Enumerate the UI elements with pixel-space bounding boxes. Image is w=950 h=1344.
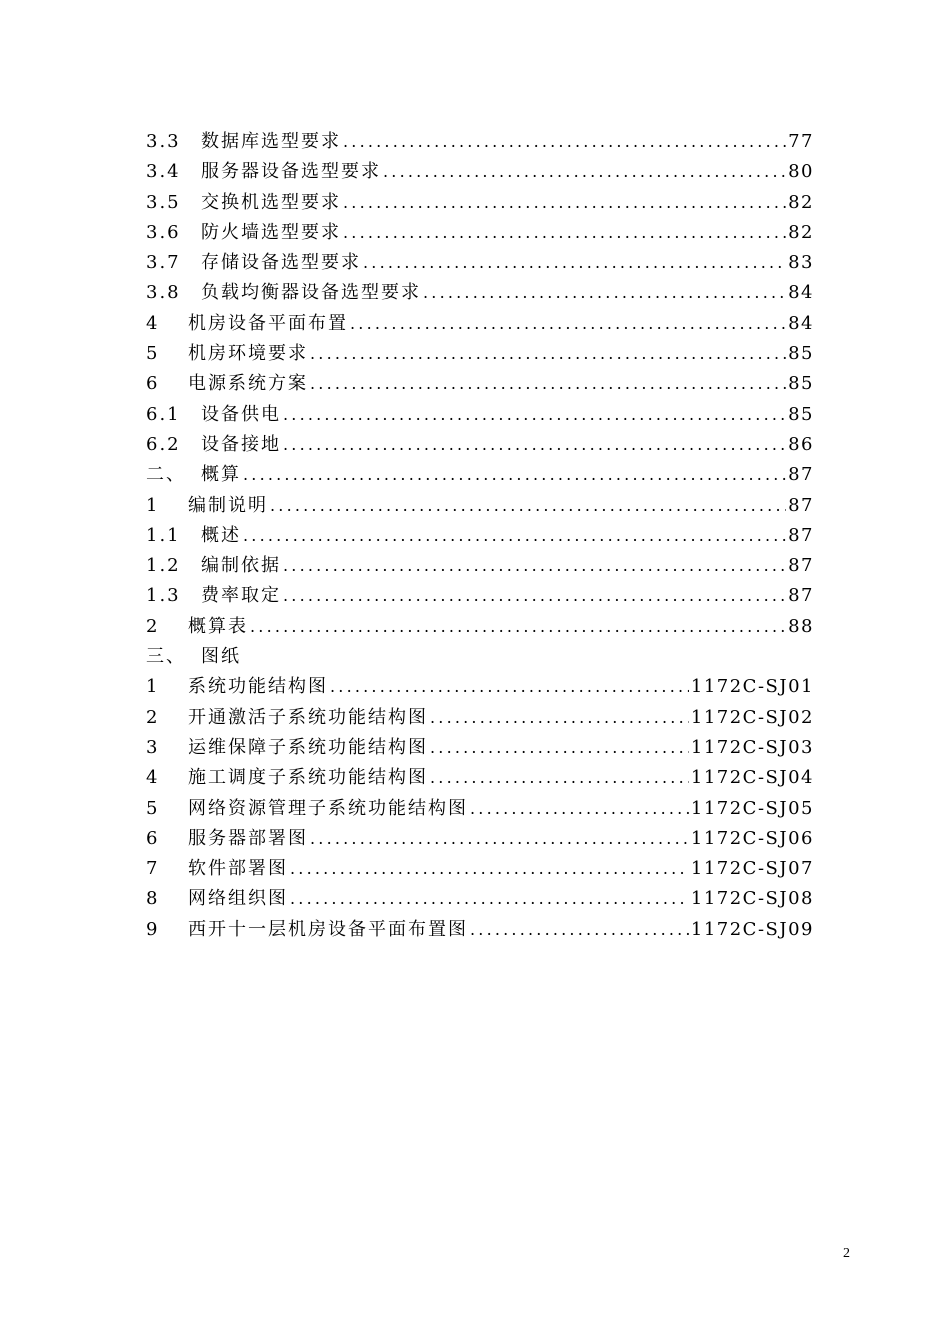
toc-entry-title: 设备接地	[201, 433, 281, 455]
table-of-contents	[146, 127, 814, 945]
toc-entry-number: 6	[146, 373, 160, 395]
toc-entry-title: 数据库选型要求	[201, 131, 341, 152]
toc-entry-number: 5	[146, 797, 160, 819]
toc-entry-number: 1.2	[146, 555, 181, 577]
toc-entry[interactable]	[146, 188, 814, 218]
toc-entry-page: 84	[788, 282, 814, 304]
toc-entry-title: 交换机选型要求	[201, 191, 341, 213]
toc-entry[interactable]	[146, 491, 814, 521]
toc-entry-page: 87	[788, 524, 814, 546]
toc-entry-title: 负载均衡器设备选型要求	[201, 282, 421, 304]
toc-dot-leader	[243, 521, 786, 551]
toc-entry-number: 6	[146, 827, 160, 849]
toc-entry-page: 85	[788, 403, 814, 425]
toc-entry-title: 机房环境要求	[188, 343, 308, 365]
toc-entry[interactable]	[146, 581, 814, 611]
toc-dot-leader	[330, 672, 689, 702]
toc-dot-leader	[250, 612, 786, 642]
toc-entry[interactable]	[146, 460, 814, 490]
toc-entry-page: 80	[788, 161, 814, 183]
toc-entry[interactable]	[146, 672, 814, 702]
toc-entry-page: 1172C-SJ08	[690, 888, 814, 910]
toc-entry-number: 4	[146, 767, 160, 789]
toc-entry-title: 运维保障子系统功能结构图	[188, 736, 428, 758]
toc-entry-number: 三、	[146, 646, 186, 668]
toc-entry-page: 1172C-SJ09	[690, 918, 814, 940]
toc-entry-number: 1	[146, 676, 160, 698]
toc-entry-number: 3.6	[146, 221, 181, 243]
toc-dot-leader	[283, 400, 786, 430]
toc-dot-leader	[423, 278, 786, 308]
toc-entry-title: 电源系统方案	[188, 373, 308, 395]
toc-entry[interactable]	[146, 915, 814, 945]
toc-entry-number: 7	[146, 858, 160, 880]
toc-entry[interactable]	[146, 824, 814, 854]
toc-entry[interactable]	[146, 642, 814, 672]
page-number: 2	[843, 1246, 850, 1261]
toc-entry-page: 1172C-SJ07	[690, 858, 814, 880]
toc-entry-page: 82	[788, 221, 814, 243]
toc-entry-title: 防火墙选型要求	[201, 221, 341, 243]
toc-entry-page: 87	[788, 585, 814, 607]
toc-entry[interactable]	[146, 339, 814, 369]
toc-entry-title: 设备供电	[201, 403, 281, 425]
toc-dot-leader	[343, 218, 786, 248]
toc-entry-number: 9	[146, 918, 160, 940]
toc-entry-page: 1172C-SJ01	[690, 676, 814, 698]
toc-entry[interactable]	[146, 733, 814, 763]
toc-entry-number: 3.5	[146, 191, 181, 213]
toc-entry-number: 1.1	[146, 524, 181, 546]
toc-entry-title: 服务器设备选型要求	[201, 161, 381, 183]
toc-entry-page: 85	[788, 373, 814, 395]
toc-entry-page: 1172C-SJ05	[690, 797, 814, 819]
toc-entry-title: 编制说明	[188, 494, 268, 516]
toc-dot-leader	[383, 157, 786, 187]
toc-dot-leader	[430, 763, 689, 793]
toc-entry[interactable]	[146, 763, 814, 793]
toc-entry-page: 85	[788, 343, 814, 365]
toc-entry-page: 1172C-SJ04	[690, 767, 814, 789]
toc-entry-page: 88	[788, 615, 814, 637]
toc-entry-number: 6.2	[146, 433, 181, 455]
toc-entry-number: 3.4	[146, 161, 181, 183]
toc-entry-number: 4	[146, 312, 160, 334]
toc-entry-page: 87	[788, 464, 814, 486]
toc-dot-leader	[283, 430, 786, 460]
toc-entry-title: 概算	[201, 464, 241, 486]
toc-entry-number: 3.3	[146, 131, 181, 152]
toc-dot-leader	[363, 248, 786, 278]
toc-entry-title: 施工调度子系统功能结构图	[188, 767, 428, 789]
toc-entry-title: 开通激活子系统功能结构图	[188, 706, 428, 728]
toc-entry-number: 2	[146, 615, 160, 637]
toc-entry[interactable]	[146, 854, 814, 884]
toc-entry-page: 86	[788, 433, 814, 455]
toc-entry-number: 二、	[146, 464, 186, 486]
toc-entry-title: 服务器部署图	[188, 827, 308, 849]
toc-entry-title: 机房设备平面布置	[188, 312, 348, 334]
toc-entry[interactable]	[146, 884, 814, 914]
toc-entry[interactable]	[146, 248, 814, 278]
toc-entry-page: 83	[788, 252, 814, 274]
toc-dot-leader	[430, 703, 689, 733]
toc-entry[interactable]	[146, 278, 814, 308]
toc-entry-page: 84	[788, 312, 814, 334]
toc-entry-title: 网络资源管理子系统功能结构图	[188, 797, 468, 819]
toc-entry-title: 费率取定	[201, 585, 281, 607]
toc-entry[interactable]	[146, 127, 814, 157]
toc-entry[interactable]	[146, 369, 814, 399]
toc-dot-leader	[243, 460, 786, 490]
toc-entry-title: 概述	[201, 524, 241, 546]
toc-dot-leader	[283, 551, 786, 581]
toc-entry-number: 6.1	[146, 403, 181, 425]
toc-entry[interactable]	[146, 521, 814, 551]
toc-entry-page: 82	[788, 191, 814, 213]
toc-entry-number: 3.7	[146, 252, 181, 274]
toc-entry[interactable]	[146, 400, 814, 430]
toc-dot-leader	[283, 581, 786, 611]
toc-dot-leader	[343, 127, 786, 157]
toc-dot-leader	[290, 854, 689, 884]
toc-entry[interactable]	[146, 430, 814, 460]
toc-entry-title: 软件部署图	[188, 858, 288, 880]
toc-dot-leader	[470, 915, 689, 945]
toc-entry[interactable]	[146, 218, 814, 248]
toc-entry-page: 87	[788, 494, 814, 516]
toc-entry[interactable]	[146, 309, 814, 339]
toc-entry-number: 5	[146, 343, 160, 365]
toc-dot-leader	[310, 339, 786, 369]
toc-dot-leader	[430, 733, 689, 763]
toc-entry[interactable]	[146, 551, 814, 581]
toc-entry[interactable]	[146, 794, 814, 824]
toc-entry[interactable]	[146, 612, 814, 642]
toc-entry-title: 系统功能结构图	[188, 676, 328, 698]
toc-entry-page: 77	[788, 131, 814, 152]
toc-dot-leader	[470, 794, 689, 824]
toc-entry-number: 8	[146, 888, 160, 910]
toc-entry-title: 网络组织图	[188, 888, 288, 910]
toc-entry-page: 1172C-SJ02	[690, 706, 814, 728]
toc-entry-page: 1172C-SJ06	[690, 827, 814, 849]
toc-dot-leader	[270, 491, 786, 521]
toc-dot-leader	[290, 884, 689, 914]
toc-entry-number: 1.3	[146, 585, 181, 607]
toc-entry-title: 西开十一层机房设备平面布置图	[188, 918, 468, 940]
toc-dot-leader	[350, 309, 786, 339]
toc-dot-leader	[310, 824, 689, 854]
toc-entry-title: 存储设备选型要求	[201, 252, 361, 274]
toc-entry-number: 2	[146, 706, 160, 728]
toc-dot-leader	[310, 369, 786, 399]
toc-entry[interactable]	[146, 703, 814, 733]
toc-entry-title: 图纸	[201, 646, 241, 668]
toc-entry[interactable]	[146, 157, 814, 187]
toc-entry-number: 3	[146, 736, 160, 758]
toc-entry-number: 1	[146, 494, 160, 516]
toc-entry-page: 1172C-SJ03	[690, 736, 814, 758]
toc-entry-title: 编制依据	[201, 555, 281, 577]
toc-entry-number: 3.8	[146, 282, 181, 304]
toc-dot-leader	[343, 188, 786, 218]
toc-entry-page: 87	[788, 555, 814, 577]
toc-entry-title: 概算表	[188, 615, 248, 637]
